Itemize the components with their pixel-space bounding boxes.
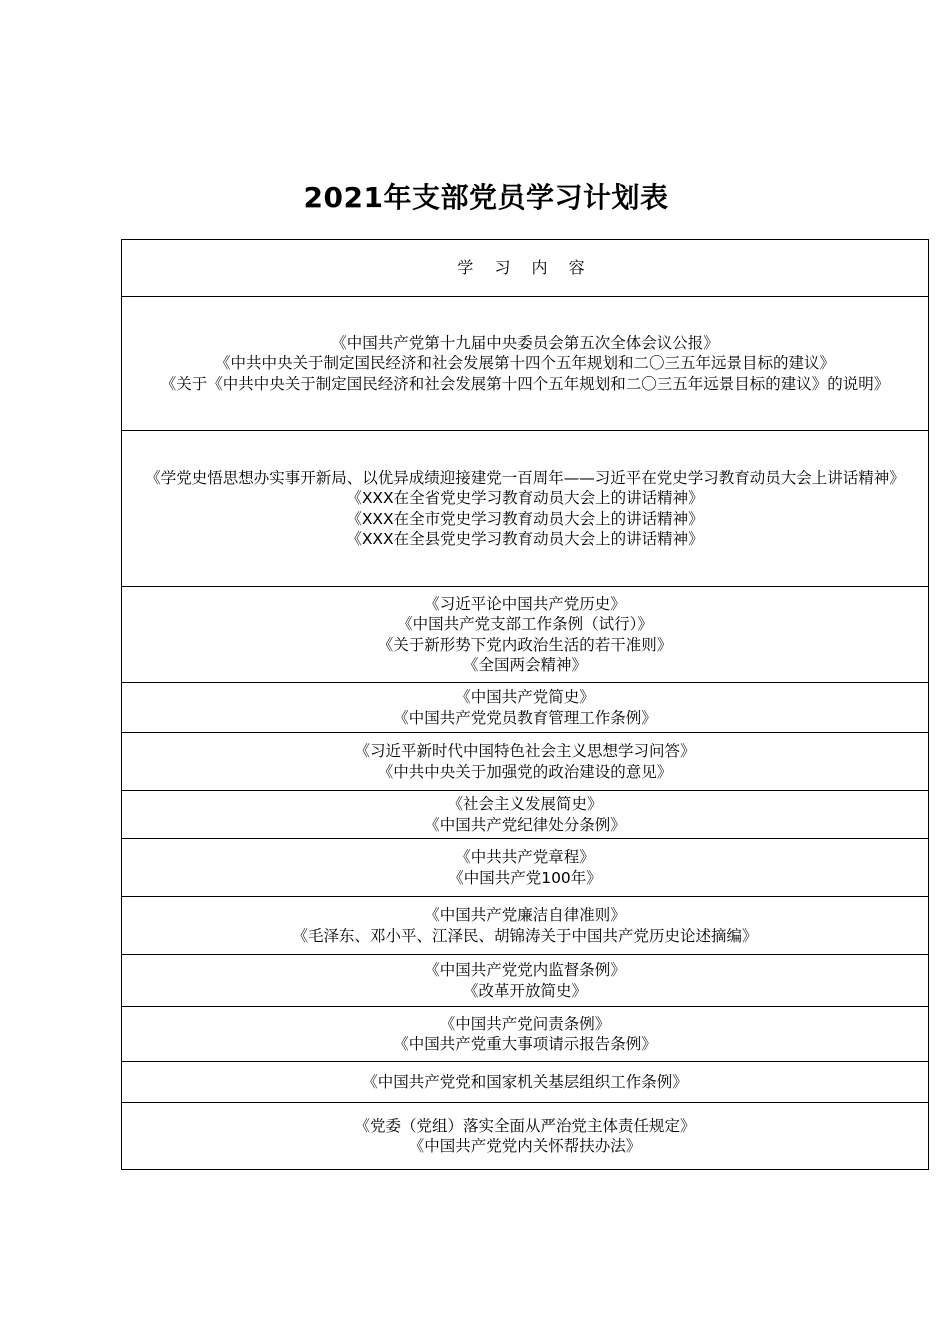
study-item: 《改革开放简史》: [462, 981, 587, 1000]
table-row: [122, 791, 929, 839]
table-cell: [122, 431, 929, 587]
study-item: 《XXX在全市党史学习教育动员大会上的讲话精神》: [346, 509, 704, 528]
study-item: 《中国共产党第十九届中央委员会第五次全体会议公报》: [331, 333, 719, 352]
study-item: 《毛泽东、邓小平、江泽民、胡锦涛关于中国共产党历史论述摘编》: [292, 926, 758, 945]
study-item: 《中国共产党支部工作条例（试行）》: [397, 615, 653, 633]
table-row: [122, 839, 929, 897]
table-header-cell: [122, 240, 929, 297]
table-cell: [122, 733, 929, 791]
table-row: [122, 1062, 929, 1103]
table-cell: [122, 1007, 929, 1062]
table-row: [122, 683, 929, 733]
study-item: 《中国共产党纪律处分条例》: [424, 815, 626, 834]
table-row: [122, 955, 929, 1007]
table-cell: [122, 839, 929, 897]
table-cell: [122, 791, 929, 839]
table-cell: [122, 1062, 929, 1103]
table-cell: [122, 897, 929, 955]
study-item: 《中共中央关于制定国民经济和社会发展第十四个五年规划和二〇三五年远景目标的建议》: [214, 354, 835, 373]
table-cell: [122, 683, 929, 733]
study-plan-table: [121, 239, 929, 1170]
study-item: 《XXX在全县党史学习教育动员大会上的讲话精神》: [346, 530, 704, 548]
table-cell: [122, 1103, 929, 1170]
page-title: 2021年支部党员学习计划表: [303, 181, 669, 214]
study-item: 《中国共产党重大事项请示报告条例》: [393, 1035, 657, 1053]
study-item: 《中共共产党章程》: [455, 848, 595, 866]
study-item: 《学党史悟思想办实事开新局、以优异成绩迎接建党一百周年——习近平在党史学习教育动员大会上讲话精神》: [145, 468, 905, 487]
table-row: [122, 1007, 929, 1062]
table-row: [122, 587, 929, 683]
table-header-row: [122, 240, 929, 297]
table-cell: [122, 955, 929, 1007]
table-row: [122, 431, 929, 587]
table-row: [122, 1103, 929, 1170]
study-item: 《中国共产党党和国家机关基层组织工作条例》: [362, 1072, 688, 1091]
table-cell: [122, 297, 929, 431]
study-item: 《XXX在全省党史学习教育动员大会上的讲话精神》: [346, 489, 704, 507]
study-item: 《中国共产党廉洁自律准则》: [424, 906, 626, 924]
study-item: 《关于《中共中央关于制定国民经济和社会发展第十四个五年规划和二〇三五年远景目标的建议》的说明》: [160, 374, 890, 393]
study-item: 《党委（党组）落实全面从严治党主体责任规定》: [354, 1116, 696, 1135]
study-item: 《社会主义发展简史》: [447, 795, 603, 813]
study-item: 《中共中央关于加强党的政治建设的意见》: [377, 762, 673, 781]
study-item: 《习近平论中国共产党历史》: [424, 594, 626, 613]
table-header-label: 学 习 内 容: [457, 257, 593, 277]
study-item: 《中国共产党问责条例》: [439, 1014, 611, 1033]
table-row: [122, 897, 929, 955]
study-item: 《中国共产党党内关怀帮扶办法》: [408, 1137, 642, 1155]
study-item: 《中国共产党党内监督条例》: [424, 961, 626, 979]
study-item: 《习近平新时代中国特色社会主义思想学习问答》: [354, 742, 696, 760]
study-item: 《中国共产党100年》: [448, 868, 602, 887]
study-item: 《关于新形势下党内政治生活的若干准则》: [377, 635, 673, 654]
table-row: [122, 297, 929, 431]
study-item: 《中国共产党简史》: [455, 688, 595, 706]
table-row: [122, 733, 929, 791]
study-item: 《中国共产党党员教育管理工作条例》: [393, 708, 657, 727]
table-cell: [122, 587, 929, 683]
study-item: 《全国两会精神》: [462, 656, 587, 674]
